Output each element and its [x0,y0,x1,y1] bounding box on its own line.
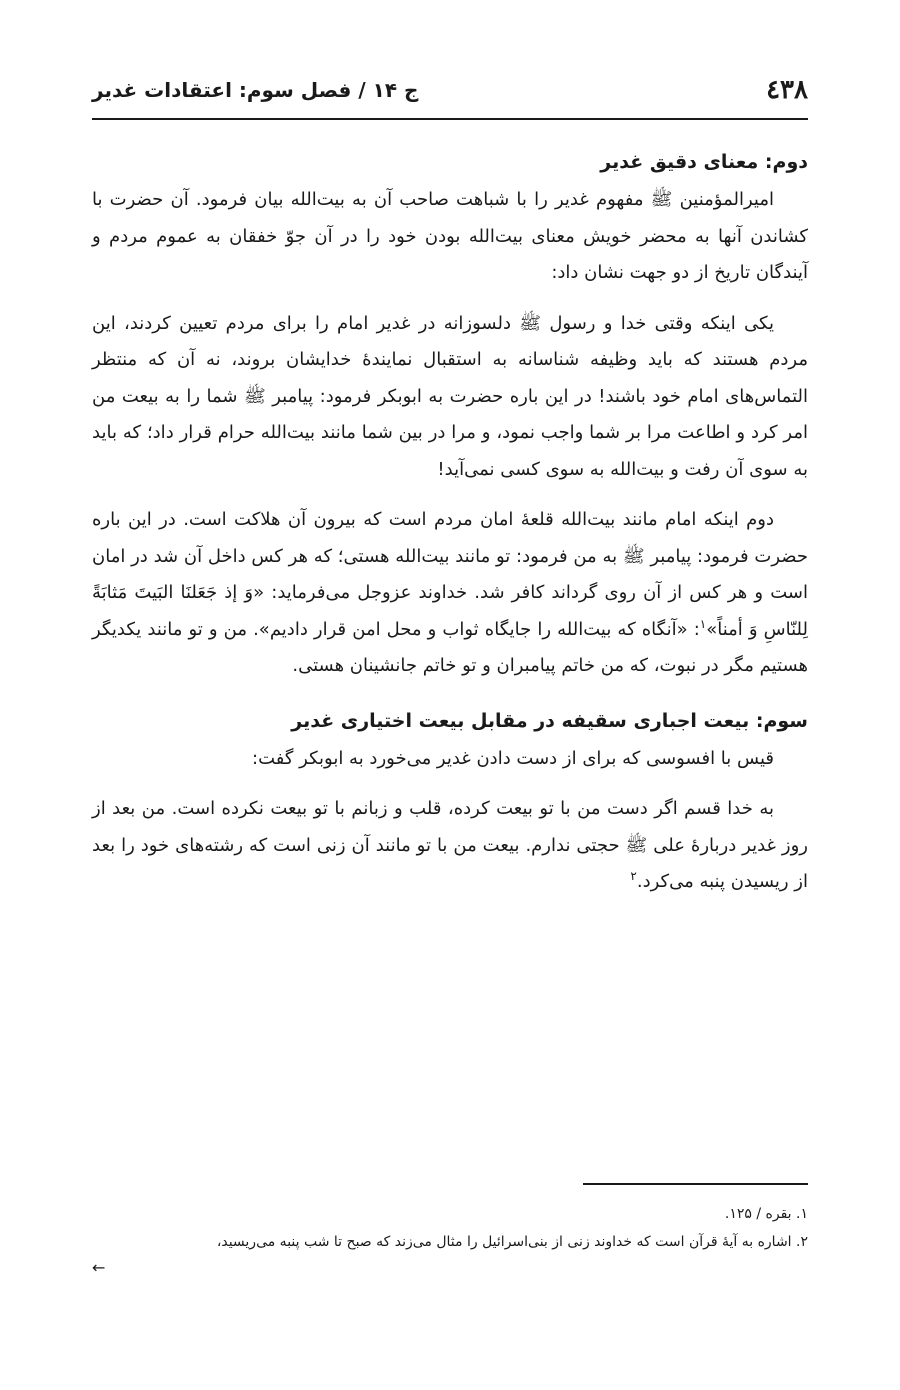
quote-intro: قیس با افسوسی که برای از دست دادن غدیر می‌خورد به ابوبکر گفت: [252,747,774,769]
paragraph: امیرالمؤمنین ﷺ مفهوم غدیر را با شباهت صاحب آن به بیت‌الله بیان فرمود. آن حضرت با کشاندن آنها به محضر خویش معنای بیت‌الله بودن خود را در آن جوّ خفقان به عموم مردم و آیندگان تاریخ از دو جهت نشان داد: [92,189,808,283]
footnotes [92,1200,808,1280]
section-heading-third: سوم: بیعت اجباری سقیفه در مقابل بیعت اختیاری غدیر [291,709,808,732]
section-heading-second: دوم: معنای دقیق غدیر [600,151,808,173]
footnote-ref: ۱ [699,616,707,631]
header-divider [92,118,808,120]
paragraph [92,502,808,685]
footnote-ref: ۲ [630,869,637,883]
spacer [92,292,808,306]
footnote-1: ۱. بقره / ۱۲۵. [724,1206,808,1222]
page-header [92,70,808,114]
main-text [92,140,808,901]
footnote-divider [583,1183,808,1185]
continue-arrow-icon: ← [92,1258,106,1277]
paragraph [92,791,808,901]
paragraph: یکی اینکه وقتی خدا و رسول ﷺ دلسوزانه در غدیر امام را برای مردم تعیین کردند، این مردم هستند که باید وظیفه شناسانه به استقبال نمایندۀ خدایشان بروند، نه آن که منتظر التماس‌های امام خود باشند! در این باره حضرت به ابوبکر فرمود: پیامبر ﷺ شما را به بیعت من امر کرد و اطاعت مرا بر شما واجب نمود، و مرا در بین شما مانند بیت‌الله حرام قرار داد؛ که باید به سوی آن رفت و بیت‌الله به سوی کسی نمی‌آید! [92,312,808,480]
paragraph-text: دوم اینکه امام مانند بیت‌الله قلعۀ امان مردم است که بیرون آن هلاکت است. در این باره حضرت فرمود: پیامبر ﷺ به من فرمود: تو مانند بیت‌الله هستی؛ که هر کس داخل آن شد در امان است و هر کس از آن روی گرداند کافر شد. خداوند عزوجل می‌فرماید: «وَ إذ جَعَلنَا البَیتَ مَثابَةً لِلنّاسِ وَ أمناً» [92,509,808,640]
spacer [92,777,808,791]
paragraph-text: : «آنگاه که بیت‌الله را جایگاه ثواب و محل امن قرار دادیم». من و تو مانند یکدیگر هستیم مگر در نبوت، که من خاتم پیامبران و تو خاتم جانشینان هستی. [92,618,808,676]
footnote-2: ۲. اشاره به آیۀ قرآن است که خداوند زنی از بنی‌اسرائیل را مثال می‌زند که صبح تا شب پنبه می‌ریسید، [216,1234,808,1250]
running-head: ج ۱۴ / فصل سوم: اعتقادات غدیر [92,78,419,102]
paragraph-text: به خدا قسم اگر دست من با تو بیعت کرده، قلب و زبانم با تو بیعت نکرده است. من بعد از روز غدیر دربارۀ علی ﷺ حجتی ندارم. بیعت من با تو مانند آن زنی است که رشته‌های خود را بعد از ریسیدن پنبه می‌کرد. [92,798,808,892]
spacer [92,685,808,699]
page-number: ٤٣٨ [766,75,808,105]
spacer [92,488,808,502]
